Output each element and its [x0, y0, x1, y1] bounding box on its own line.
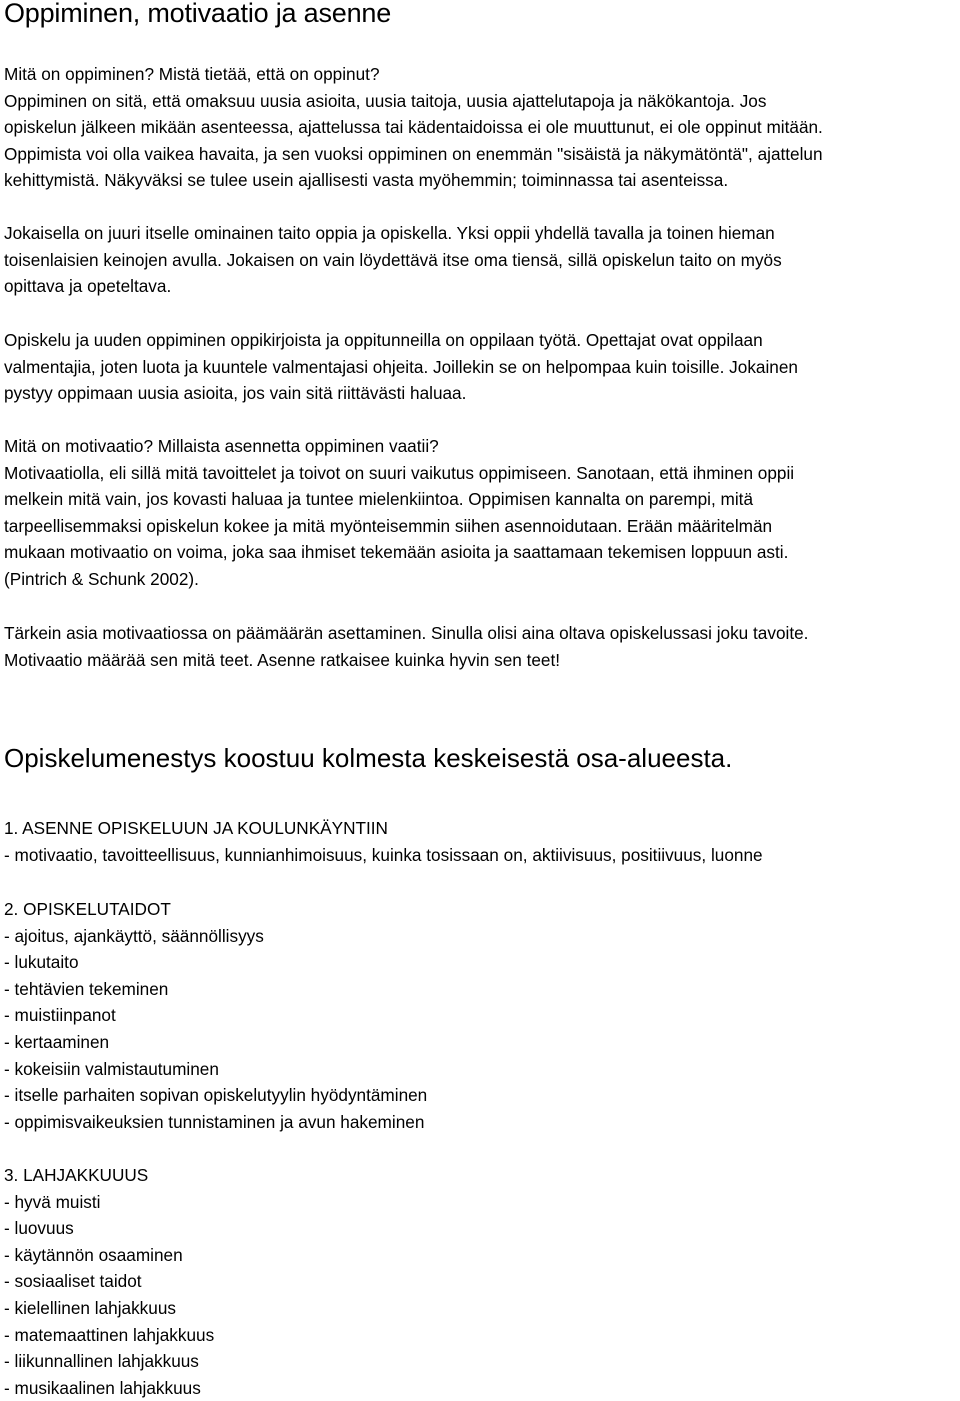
list-item: - käytännön osaaminen — [4, 1244, 183, 1265]
intro-paragraph — [4, 61, 960, 194]
paragraph-line: Oppiminen on sitä, että omaksuu uusia asioita, uusia taitoja, uusia ajattelutapoja ja näkökantoja. Jos — [4, 90, 767, 111]
area-heading: 1. ASENNE OPISKELUUN JA KOULUNKÄYNTIIN — [4, 818, 388, 838]
page-title: Oppiminen, motivaatio ja asenne — [4, 0, 392, 28]
learning-style-paragraph — [4, 220, 960, 300]
list-item: - itselle parhaiten sopivan opiskelutyylin hyödyntäminen — [4, 1085, 428, 1106]
paragraph-line: melkein mitä vain, jos kovasti haluaa ja tuntee mielenkiintoa. Oppimisen kannalta on parempi, mitä — [4, 489, 753, 510]
list-item: - kertaaminen — [4, 1031, 110, 1052]
area-study-skills — [4, 896, 960, 1135]
paragraph-line: pystyy oppimaan uusia asioita, jos vain sitä riittävästi haluaa. — [4, 383, 467, 404]
paragraph-line: (Pintrich & Schunk 2002). — [4, 568, 199, 589]
area-heading: 3. LAHJAKKUUUS — [4, 1165, 149, 1185]
list-item: - kielellinen lahjakkuus — [4, 1297, 176, 1318]
paragraph-line: opittava ja opeteltava. — [4, 276, 172, 297]
paragraph-line: opiskelun jälkeen mikään asenteessa, ajattelussa tai kädentaidoissa ei ole muuttunut, ei ole oppinut mitään. — [4, 117, 823, 138]
list-item: - kokeisiin valmistautuminen — [4, 1058, 219, 1079]
paragraph-line: Mitä on motivaatio? Millaista asennetta oppiminen vaatii? — [4, 436, 439, 456]
list-item: - lukutaito — [4, 952, 79, 973]
paragraph-line: Oppimista voi olla vaikea havaita, ja sen vuoksi oppiminen on enemmän "sisäistä ja näkymätöntä", ajattelun — [4, 143, 823, 164]
goal-paragraph — [4, 620, 960, 673]
paragraph-line: Jokaisella on juuri itselle ominainen taito oppia ja opiskella. Yksi oppii yhdellä tavalla ja toinen hieman — [4, 223, 775, 243]
paragraph-line: mukaan motivaatio on voima, joka saa ihmiset tekemään asioita ja saattamaan tekemisen loppuun asti. — [4, 542, 789, 563]
paragraph-line: toisenlaisien keinojen avulla. Jokaisen on vain löydettävä itse oma tiensä, sillä opiskelun taito on myös — [4, 249, 782, 270]
list-item: - hyvä muisti — [4, 1191, 101, 1212]
area-heading: 2. OPISKELUTAIDOT — [4, 899, 171, 919]
list-item: - muistiinpanot — [4, 1005, 116, 1026]
list-item: - matemaattinen lahjakkuus — [4, 1324, 215, 1345]
list-item: - sosiaaliset taidot — [4, 1271, 142, 1292]
paragraph-line: Tärkein asia motivaatiossa on päämäärän asettaminen. Sinulla olisi aina oltava opiskelussasi joku tavoite. — [4, 623, 809, 643]
paragraph-line: Motivaatio määrää sen mitä teet. Asenne ratkaisee kuinka hyvin sen teet! — [4, 649, 561, 670]
paragraph-line: Mitä on oppiminen? Mistä tietää, että on oppinut? — [4, 64, 380, 84]
paragraph-line: kehittymistä. Näkyväksi se tulee usein ajallisesti vasta myöhemmin; toiminnassa tai asenteissa. — [4, 170, 729, 191]
paragraph-line: tarpeellisemmaksi opiskelun kokee ja mitä myönteisemmin siihen asennoidutaan. Erään määritelmän — [4, 515, 773, 536]
list-item: - liikunnallinen lahjakkuus — [4, 1351, 199, 1372]
area-attitude — [4, 815, 960, 868]
motivation-paragraph — [4, 433, 960, 593]
section-title: Opiskelumenestys koostuu kolmesta keskeisestä osa-alueesta. — [4, 743, 733, 773]
list-item: - oppimisvaikeuksien tunnistaminen ja avun hakeminen — [4, 1111, 425, 1132]
paragraph-line: valmentajia, joten luota ja kuuntele valmentajasi ohjeita. Joillekin se on helpompaa kuin toisille. Jokainen — [4, 356, 798, 377]
list-item: - ajoitus, ajankäyttö, säännöllisyys — [4, 925, 264, 946]
study-work-paragraph — [4, 327, 960, 407]
paragraph-line: Motivaatiolla, eli sillä mitä tavoittelet ja toivot on suuri vaikutus oppimiseen. Sanotaan, että ihminen oppii — [4, 462, 795, 483]
list-item: - tehtävien tekeminen — [4, 978, 169, 999]
list-item: - luovuus — [4, 1218, 74, 1239]
paragraph-line: Opiskelu ja uuden oppiminen oppikirjoista ja oppitunneilla on oppilaan työtä. Opettajat ovat oppilaan — [4, 330, 763, 350]
list-item: - musikaalinen lahjakkuus — [4, 1377, 201, 1398]
area-talent — [4, 1162, 960, 1401]
list-item: - motivaatio, tavoitteellisuus, kunnianhimoisuus, kuinka tosissaan on, aktiivisuus, positiivuus, luonne — [4, 844, 763, 865]
